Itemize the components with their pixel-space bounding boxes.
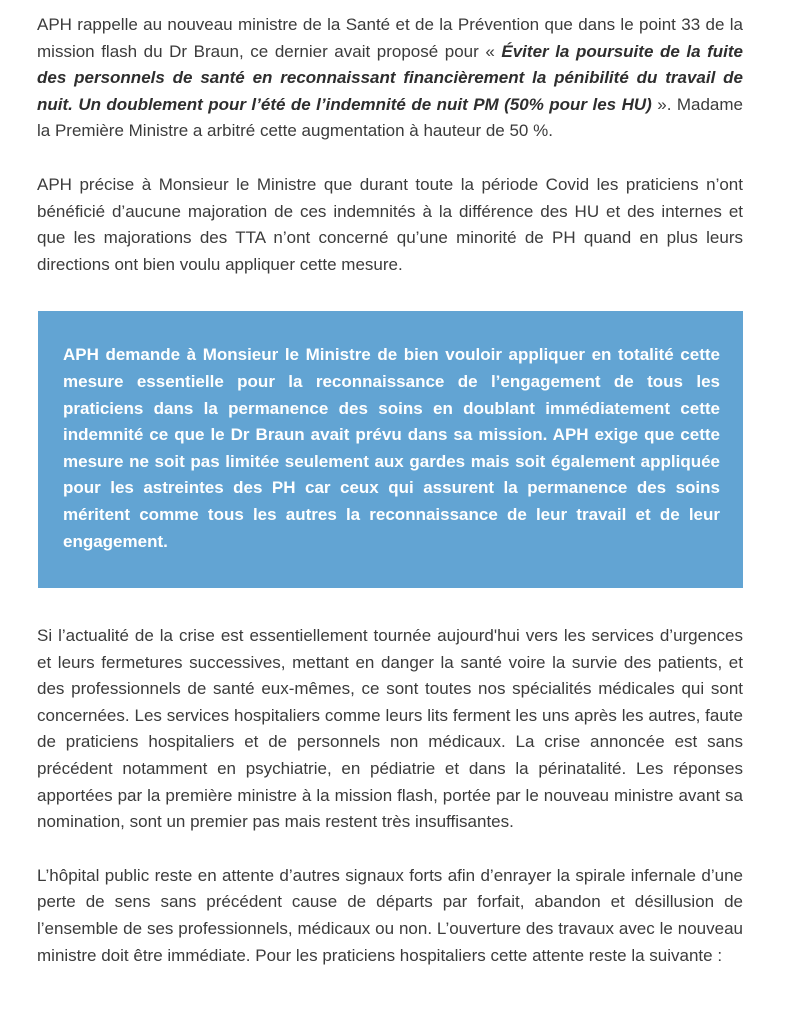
paragraph1-before-quote: APH rappelle au nouveau ministre de la Santé et de la Prévention que dans le point 33 de la mission flash du Dr Braun, ce dernier avait proposé pour « bbox=[37, 15, 743, 61]
paragraph-precision-covid: APH précise à Monsieur le Ministre que durant toute la période Covid les praticiens n’ont bénéficié d’aucune majoration de ces indemnités à la différence des HU et des internes et que les majorations des TTA n’ont concerné qu’une minorité de PH quand en plus leurs directions ont bien voulu appliquer cette mesure. bbox=[37, 174, 743, 274]
paragraph-hopital-attente: L’hôpital public reste en attente d’autres signaux forts afin d’enrayer la spirale infernale d’une perte de sens sans précédent cause de départs par forfait, abandon et désillusion de l’ensemble de ses professionnels, médicaux ou non. L’ouverture des travaux avec le nouveau ministre doit être immédiate. Pour les praticiens hospitaliers cette attente reste la suivante : bbox=[37, 865, 743, 965]
paragraph-crise-services: Si l’actualité de la crise est essentiellement tournée aujourd'hui vers les services d’urgences et leurs fermetures successives, mettant en danger la santé voire la survie des patients, et des professionnels de santé eux-mêmes, ce sont toutes nos spécialités médicales qui sont concernées. Les services hospitaliers comme leurs lits ferment les uns après les autres, faute de praticiens hospitaliers et de personnels non médicaux. La crise annoncée est sans précédent notamment en psychiatrie, en pédiatrie et dans la périnatalité. Les réponses apportées par la première ministre à la mission flash, portée par le nouveau ministre avant sa nomination, sont un premier pas mais restent très insuffisantes. bbox=[37, 626, 743, 832]
paragraph1-after-quote: ». Madame la Première Ministre a arbitré cette augmentation à hauteur de 50 %. bbox=[37, 94, 744, 141]
paragraph-mission-flash bbox=[37, 12, 743, 145]
paragraph1-quote-emphasis: Éviter la poursuite de la fuite des personnels de santé en reconnaissant financièrement la pénibilité du travail de nuit. Un doublement pour l’été de l’indemnité de nuit PM (50% pour les HU) bbox=[37, 41, 743, 114]
document-content bbox=[37, 0, 743, 969]
callout-box-demande: APH demande à Monsieur le Ministre de bien vouloir appliquer en totalité cette mesure essentielle pour la reconnaissance de l’engagement de tous les praticiens dans la permanence des soins en doublant immédiatement cette indemnité ce que le Dr Braun avait prévu dans sa mission. APH exige que cette mesure ne soit pas limitée seulement aux gardes mais soit également appliquée pour les astreintes des PH car ceux qui assurent la permanence des soins méritent comme tous les autres la reconnaissance de leur travail et de leur engagement. bbox=[38, 311, 743, 588]
